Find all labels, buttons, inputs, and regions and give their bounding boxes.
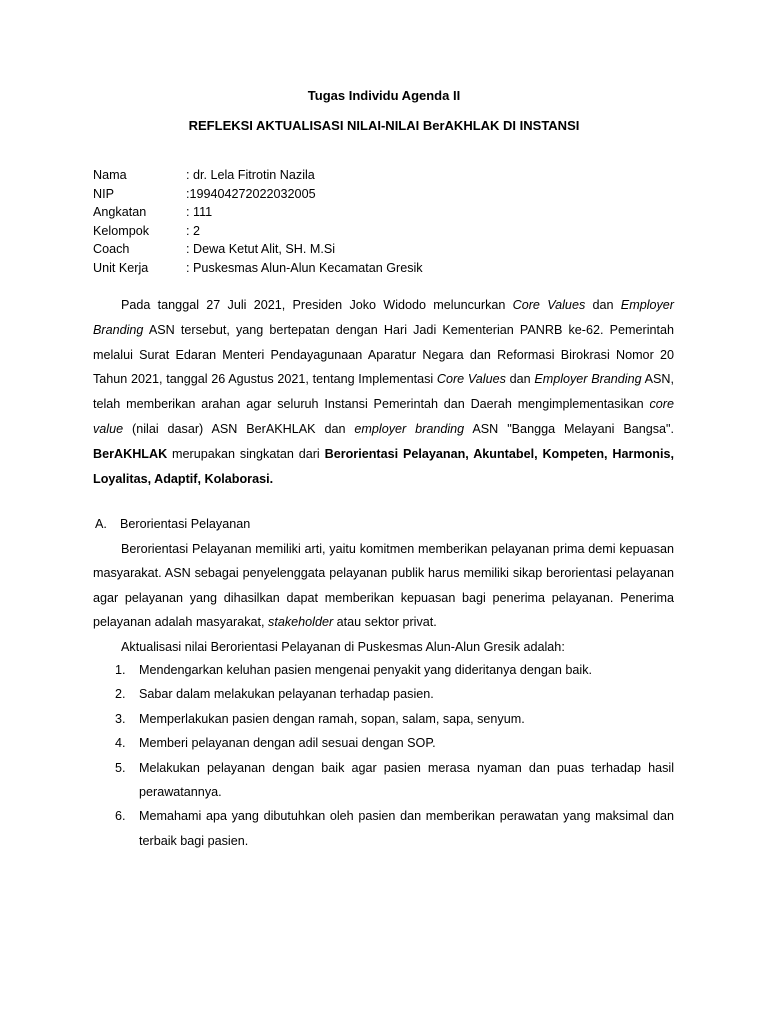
intro-text-italic: Core Values xyxy=(436,372,506,387)
section-text: Berorientasi Pelayanan memiliki arti, yaitu komitmen memberikan pelayanan prima demi kepuasan masyarakat. ASN sebagai penyelenggata pelayanan publik harus memiliki sikap berorientasi pelayanan agar pelayanan yang dihasilkan dapat memberikan kepuasan bagi penerima pelayanan. Penerima pelayanan adalah masyarakat, xyxy=(93,542,674,630)
info-value: : 2 xyxy=(186,223,201,238)
list-text: Mendengarkan keluhan pasien mengenai penyakit yang dideritanya dengan baik. xyxy=(139,663,592,677)
info-label: NIP xyxy=(93,186,114,201)
info-row-angkatan xyxy=(93,203,593,222)
info-row-coach xyxy=(93,240,593,259)
info-row-nip xyxy=(93,185,593,204)
list-number: 1. xyxy=(115,663,126,677)
document-subtitle: REFLEKSI AKTUALISASI NILAI-NILAI BerAKHLAK DI INSTANSI xyxy=(188,118,580,133)
list-number: 4. xyxy=(115,736,126,751)
list-text: Sabar dalam melakukan pelayanan terhadap pasien. xyxy=(139,687,434,702)
document-title: Tugas Individu Agenda II xyxy=(307,88,461,103)
intro-text: dan xyxy=(505,372,535,387)
intro-text: (nilai dasar) ASN BerAKHLAK dan xyxy=(123,421,355,436)
info-row-unit-kerja xyxy=(93,259,593,278)
section-title: Berorientasi Pelayanan xyxy=(120,517,251,531)
intro-text: ASN, telah memberikan arahan agar seluruh Instansi Pemerintah dan Daerah mengimplementasikan xyxy=(93,372,674,412)
list-number: 5. xyxy=(115,760,126,775)
section-a-heading xyxy=(95,514,250,534)
intro-text-italic: core value xyxy=(93,397,674,436)
intro-text-italic: Core Values xyxy=(512,298,586,312)
info-value: : Puskesmas Alun-Alun Kecamatan Gresik xyxy=(186,260,423,275)
info-row-nama xyxy=(93,166,593,185)
list-item xyxy=(93,731,674,755)
intro-text: merupakan singkatan dari xyxy=(167,446,325,461)
section-a-paragraph xyxy=(93,537,674,635)
list-number: 2. xyxy=(115,687,126,702)
intro-text-bold: BerAKHLAK xyxy=(93,446,168,461)
section-text-italic: stakeholder xyxy=(268,615,334,630)
section-letter: A. xyxy=(95,517,107,531)
intro-text: dan xyxy=(585,298,621,312)
intro-text-italic: Employer Branding xyxy=(534,372,642,387)
intro-text: ASN tersebut, yang bertepatan dengan Hari Jadi Kementerian PANRB ke-62. Pemerintah melalui Surat Edaran Menteri Pendayagunaan Aparatur Negara dan Reformasi Birokrasi Nomor 20 Tahun 2021, tanggal 26 Agustus 2021, tentang Implementasi xyxy=(93,322,674,387)
info-label: Angkatan xyxy=(93,205,147,220)
list-item xyxy=(93,658,674,682)
intro-paragraph xyxy=(93,293,674,491)
list-text: Memberi pelayanan dengan adil sesuai dengan SOP. xyxy=(139,736,436,751)
list-number: 6. xyxy=(115,809,126,824)
identity-table xyxy=(93,166,593,278)
intro-text: Pada tanggal 27 Juli 2021, Presiden Joko Widodo meluncurkan xyxy=(121,298,513,312)
info-value: : 111 xyxy=(186,205,213,220)
info-label: Nama xyxy=(93,168,127,182)
list-number: 3. xyxy=(115,711,126,726)
info-label: Unit Kerja xyxy=(93,260,149,275)
actualization-lead: Aktualisasi nilai Berorientasi Pelayanan di Puskesmas Alun-Alun Gresik adalah: xyxy=(121,640,565,654)
list-item xyxy=(93,682,674,706)
list-text: Memperlakukan pasien dengan ramah, sopan, salam, sapa, senyum. xyxy=(139,711,525,726)
info-value: : Dewa Ketut Alit, SH. M.Si xyxy=(186,242,336,257)
list-text: Memahami apa yang dibutuhkan oleh pasien dan memberikan perawatan yang maksimal dan terbaik bagi pasien. xyxy=(139,809,674,848)
intro-text-bold: Berorientasi Pelayanan, Akuntabel, Kompeten, Harmonis, Loyalitas, Adaptif, Kolaborasi. xyxy=(93,446,674,486)
section-text: atau sektor privat. xyxy=(333,615,437,630)
actualization-list xyxy=(93,658,674,853)
list-item xyxy=(93,707,674,731)
info-label: Coach xyxy=(93,242,130,257)
list-item xyxy=(93,804,674,853)
intro-text: ASN "Bangga Melayani Bangsa". xyxy=(464,421,675,436)
intro-text-italic: employer branding xyxy=(354,421,465,436)
list-item xyxy=(93,756,674,805)
intro-text-italic: Employer Branding xyxy=(93,298,674,337)
list-text: Melakukan pelayanan dengan baik agar pasien merasa nyaman dan puas terhadap hasil perawatannya. xyxy=(139,760,674,800)
info-row-kelompok xyxy=(93,222,593,241)
info-value: : dr. Lela Fitrotin Nazila xyxy=(186,168,315,182)
info-label: Kelompok xyxy=(93,223,150,238)
info-value: :199404272022032005 xyxy=(186,186,316,201)
